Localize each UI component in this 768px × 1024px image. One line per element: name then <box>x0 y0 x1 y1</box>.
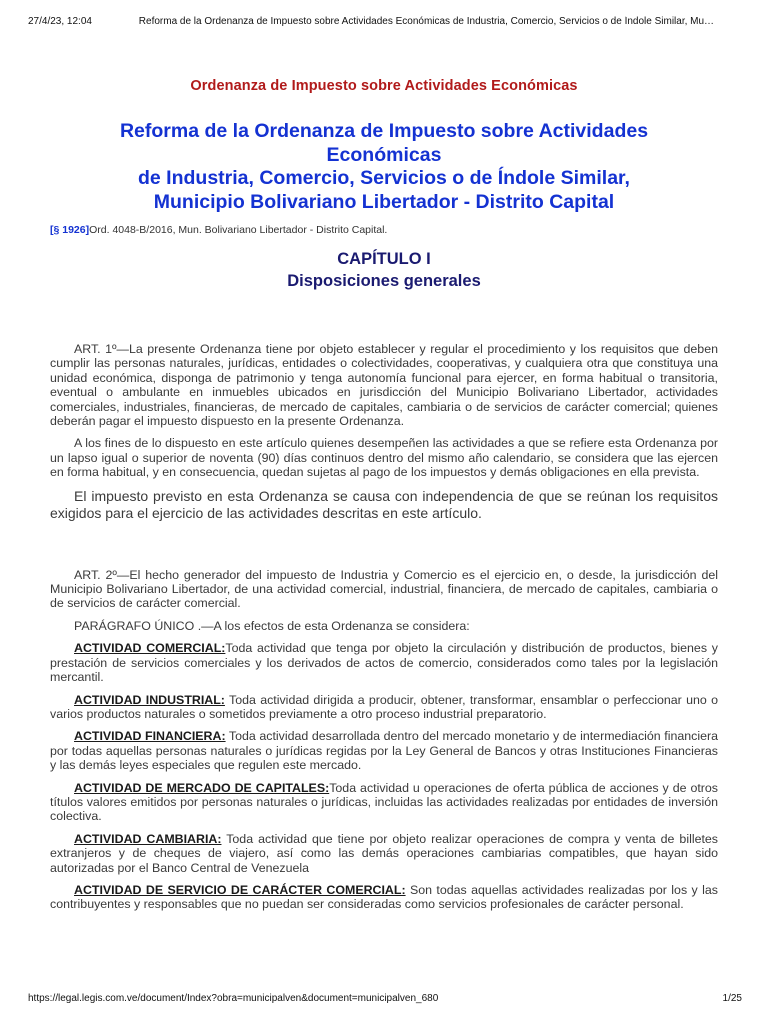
print-datetime: 27/4/23, 12:04 <box>28 16 92 27</box>
definition-text: Son todas aquellas actividades realizadas por los y las contribuyentes y responsables que no puedan ser consideradas como servicios profesionales de carácter personal. <box>50 882 718 912</box>
definition-term: ACTIVIDAD DE SERVICIO DE CARÁCTER COMERCIAL: <box>74 882 406 897</box>
print-url: https://legal.legis.com.ve/document/Index?obra=municipalven&document=municipalven_680 <box>28 993 439 1004</box>
main-title <box>50 120 718 214</box>
definition-item <box>50 693 718 722</box>
chapter-heading <box>50 248 718 292</box>
definition-item <box>50 781 718 824</box>
chapter-name: Disposiciones generales <box>287 272 481 290</box>
article-1-paragraph: El impuesto previsto en esta Ordenanza se causa con independencia de que se reúnan los requisitos exigidos para el ejercicio de las actividades descritas en este artículo. <box>50 487 718 521</box>
reference-text: Ord. 4048-B/2016, Mun. Bolivariano Libertador - Distrito Capital. <box>89 224 388 236</box>
chapter-number: CAPÍTULO I <box>337 250 431 268</box>
definition-term: ACTIVIDAD INDUSTRIAL: <box>74 692 225 707</box>
definition-text: Toda actividad u operaciones de oferta pública de acciones y de otros títulos valores emitidos por personas naturales o jurídicas, incluidas las actividades realizadas por entidades de inversión colectiva. <box>50 780 719 824</box>
definition-item <box>50 883 718 912</box>
main-title-line: Municipio Bolivariano Libertador - Distrito Capital <box>153 190 615 213</box>
article-1-paragraph: A los fines de lo dispuesto en este artículo quienes desempeñen las actividades a que se refiere esta Ordenanza por un lapso igual o superior de noventa (90) días continuos dentro del mismo año calendario, se considera que las ejercen en forma habitual, y en consecuencia, quedan sujetas al pago de los impuestos y demás obligaciones en ella prevista. <box>50 436 718 480</box>
article-2-paragraph: ART. 2º—El hecho generador del impuesto de Industria y Comercio es el ejercicio en, o desde, la jurisdicción del Municipio Bolivariano Libertador, de una actividad comercial, industrial, financiera, de mercado de capitales, cambiaria o de servicios de carácter comercial. <box>50 567 718 611</box>
reference-number: [§ 1926] <box>50 224 90 236</box>
print-title: Reforma de la Ordenanza de Impuesto sobre Actividades Económicas de Industria, Comercio, Servicios o de Índole Similar, Mu… <box>138 16 715 27</box>
definition-term: ACTIVIDAD DE MERCADO DE CAPITALES: <box>74 780 330 795</box>
main-title-line: de Industria, Comercio, Servicios o de Índole Similar, <box>138 167 630 189</box>
definition-item <box>50 832 718 875</box>
ordinance-title: Ordenanza de Impuesto sobre Actividades Económicas <box>190 78 578 94</box>
main-title-line: Económicas <box>326 143 442 166</box>
paragrafo-unico: PARÁGRAFO ÚNICO .—A los efectos de esta Ordenanza se considera: <box>74 618 470 633</box>
definition-item <box>50 641 718 684</box>
page-number: 1/25 <box>722 993 742 1004</box>
reference-line <box>50 224 718 236</box>
definition-text: Toda actividad dirigida a producir, obtener, transformar, ensamblar o perfeccionar uno o varios productos naturales o sometidos previamente a otro proceso industrial preparatorio. <box>50 692 718 721</box>
definition-term: ACTIVIDAD FINANCIERA: <box>74 729 226 744</box>
main-title-line: Reforma de la Ordenanza de Impuesto sobre Actividades <box>119 120 649 142</box>
document-body <box>50 78 718 920</box>
definition-text: Toda actividad que tenga por objeto la circulación y distribución de productos, bienes y prestación de servicios comerciales y los derivados de actos de comercio, considerados como tales por la legislación mercantil. <box>50 641 718 685</box>
definition-text: Toda actividad desarrollada dentro del mercado monetario y de intermediación financiera por todas aquellas personas naturales o jurídicas regidas por la Ley General de Bancos y otras Instituciones Financieras y las demás leyes especiales que regulen este mercado. <box>50 729 718 773</box>
definition-item <box>50 729 718 772</box>
definition-text: Toda actividad que tiene por objeto realizar operaciones de compra y venta de billetes extranjeros y de cheques de viajero, así como las demás operaciones cambiarias compatibles, que hayan sido autorizadas por el Banco Central de Venezuela <box>50 831 718 875</box>
definition-term: ACTIVIDAD CAMBIARIA: <box>74 831 222 846</box>
print-footer <box>28 993 742 1004</box>
article-1-paragraph: ART. 1º—La presente Ordenanza tiene por objeto establecer y regular el procedimiento y los requisitos que deben cumplir las personas naturales, jurídicas, entidades o colectividades, cooperativas, y cualquiera otra que constituya una unidad económica, disponga de patrimonio y tenga autonomía funcional para ejercer, en forma habitual o transitoria, eventual o ambulante en inmuebles ubicados en jurisdicción del Municipio Bolivariano Libertador, actividades comerciales, industriales, financieras, de mercado de capitales, cambiaria o de servicios de carácter comercial; quienes deberán pagar el impuesto dispuesto en la presente Ordenanza. <box>50 342 718 429</box>
print-header <box>28 16 746 27</box>
definition-term: ACTIVIDAD COMERCIAL: <box>74 641 226 656</box>
